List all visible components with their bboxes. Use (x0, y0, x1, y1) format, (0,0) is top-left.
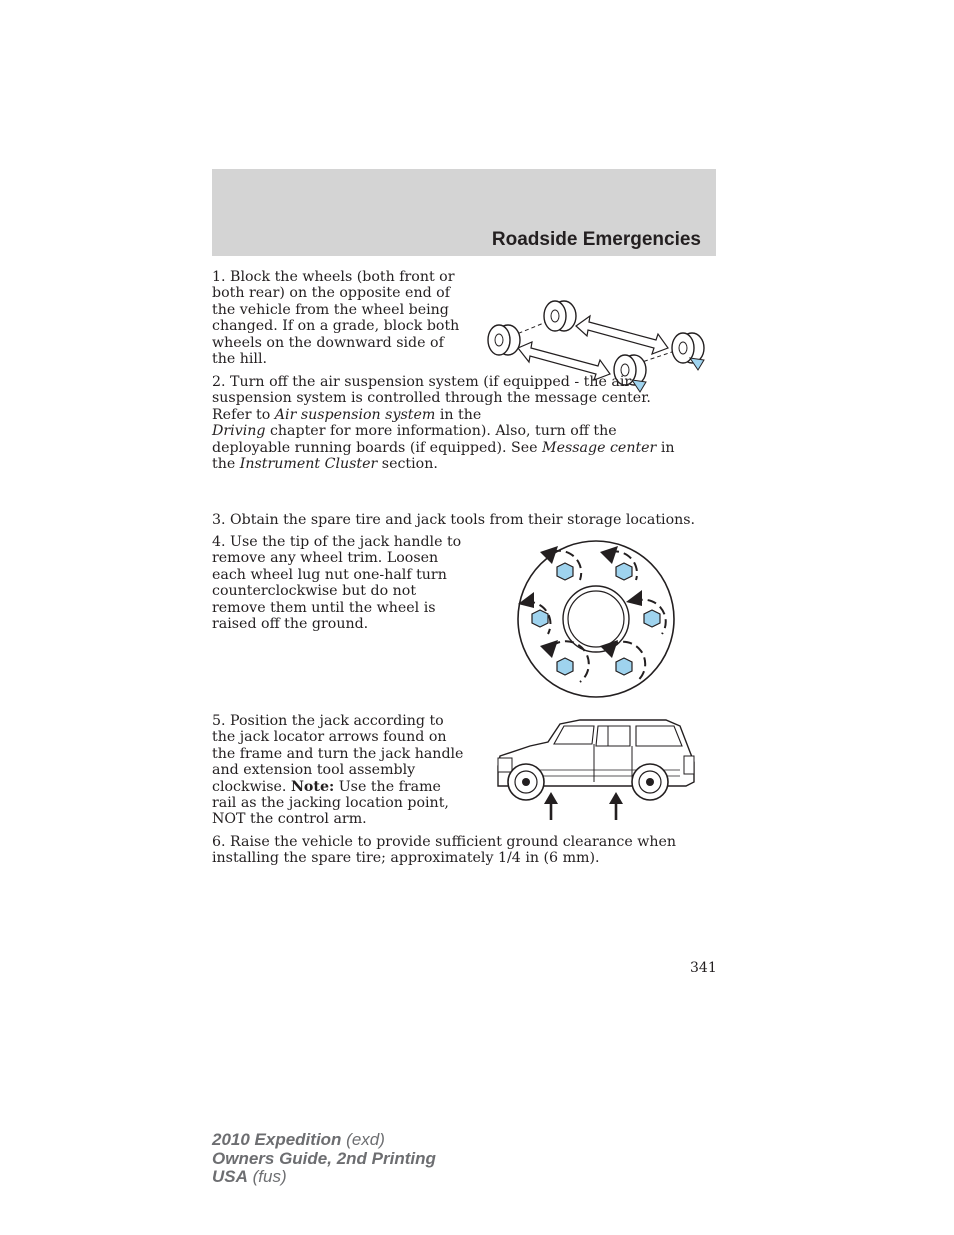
step-2-part-i: section. (377, 456, 438, 473)
step-1-text: 1. Block the wheels (both front or both rear) on the opposite end of the vehicle from the wheel being changed. If on a grade, block both wheels on the downward side of the hill. (212, 269, 460, 368)
footer-edition: Owners Guide, 2nd Printing (212, 1148, 436, 1168)
tire-rear-left (488, 325, 520, 355)
front-wheel (508, 764, 544, 800)
note-label: Note: (290, 778, 335, 795)
link-instrument-cluster: Instrument Cluster (239, 456, 378, 473)
step-5-text (212, 713, 467, 828)
step-2-part-a: 2. Turn off the air suspension system (if equipped - the air suspension system is controlled through the message center. Refer to (212, 374, 651, 423)
lug-nut-icon (616, 563, 632, 580)
footer-model-code: (exd) (341, 1130, 385, 1149)
step-2-text (212, 374, 692, 472)
link-air-suspension: Air suspension system (274, 406, 436, 423)
wheel-chock (690, 358, 704, 370)
footer-market-code: (fus) (247, 1167, 287, 1186)
footer-model: 2010 Expedition (212, 1130, 342, 1149)
tire-rear-right (544, 301, 576, 331)
lug-nut-icon (532, 610, 548, 627)
step-5-part-b: Use the frame rail as the jacking location point, NOT the control arm. (212, 778, 449, 828)
tire-front-right (672, 333, 704, 370)
step-5-part-a: 5. Position the jack according to the jack locator arrows found on the frame and turn the jack handle and extension tool assembly clockwise. (212, 713, 464, 795)
double-arrow-upper (576, 316, 668, 354)
rear-wheel (632, 764, 668, 800)
lug-nut-icon (557, 658, 573, 675)
jack-arrow-front-icon (544, 792, 558, 820)
footer (212, 1131, 436, 1187)
section-title: Roadside Emergencies (491, 229, 701, 250)
step-2-part-g: in the (212, 439, 675, 473)
step-3-text: 3. Obtain the spare tire and jack tools from their storage locations. (212, 512, 696, 528)
header-band (212, 169, 716, 256)
footer-market: USA (212, 1167, 248, 1186)
jack-points-figure (490, 716, 700, 822)
link-message-center: Message center (542, 439, 657, 456)
step-2-part-e: chapter for more information). Also, turn off the deployable running boards (if equipped). See (212, 423, 617, 456)
page-number: 341 (690, 960, 717, 976)
step-4-text: 4. Use the tip of the jack handle to remove any wheel trim. Loosen each wheel lug nut one-half turn counterclockwise but do not remove them until the wheel is raised off the ground. (212, 534, 462, 633)
lug-nut-icon (644, 610, 660, 627)
link-driving: Driving (212, 423, 266, 440)
jack-arrow-rear-icon (609, 792, 623, 820)
step-2-part-c: in the (435, 406, 482, 423)
lug-nut-figure (510, 536, 680, 702)
lug-nut-icon (557, 563, 573, 580)
step-6-text: 6. Raise the vehicle to provide sufficient ground clearance when installing the spare tire; approximately 1/4 in (6 mm). (212, 834, 677, 867)
lug-nut-icon (616, 658, 632, 675)
